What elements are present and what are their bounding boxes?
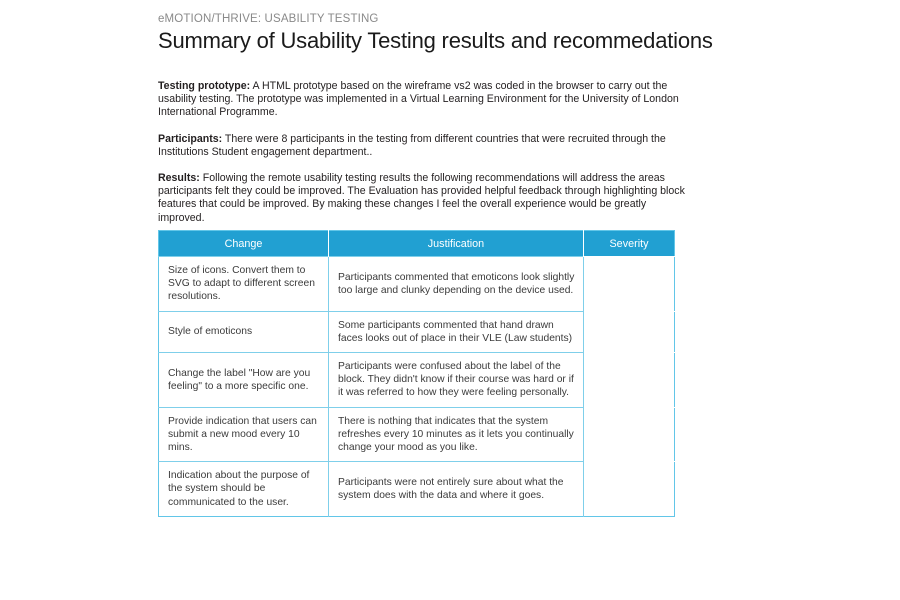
cell-change: Change the label "How are you feeling" to a more specific one.: [159, 353, 329, 408]
cell-justification: There is nothing that indicates that the system refreshes every 10 minutes as it lets you continually change your mood as you like.: [329, 407, 584, 462]
status-badge: Medium: [584, 407, 675, 462]
cell-justification: Participants were not entirely sure about what the system does with the data and where it goes.: [329, 462, 584, 517]
document-header: [158, 12, 713, 225]
page-title: Summary of Usability Testing results and recommedations: [158, 28, 713, 53]
table-row: [159, 311, 675, 352]
recommendations-table: [158, 230, 675, 517]
cell-justification: Participants commented that emoticons look slightly too large and clunky depending on the device used.: [329, 257, 584, 312]
paragraph-body-text: There were 8 participants in the testing from different countries that were recruited through the Institutions Student engagement department..: [158, 132, 666, 158]
cell-change: Style of emoticons: [159, 311, 329, 352]
status-badge: High: [584, 462, 675, 517]
cell-change: Indication about the purpose of the system should be communicated to the user.: [159, 462, 329, 517]
document-eyebrow: eMOTION/THRIVE: USABILITY TESTING: [158, 13, 379, 25]
table-header-row: [159, 231, 675, 257]
table-header: [159, 231, 675, 257]
column-header-severity: Severity: [584, 231, 675, 257]
table-row: [159, 407, 675, 462]
status-badge: Medium: [584, 257, 675, 312]
table-row: [159, 257, 675, 312]
cell-justification: Participants were confused about the label of the block. They didn't know if their course was hard or if it was referred to how they were feeling personally.: [329, 353, 584, 408]
paragraph-participants: [158, 133, 692, 159]
paragraph-results: [158, 172, 692, 225]
status-badge: High: [584, 353, 675, 408]
paragraph-lead-label: Participants:: [158, 132, 223, 145]
paragraph-lead-label: Testing prototype:: [158, 80, 251, 92]
paragraph-body-text: A HTML prototype based on the wireframe vs2 was coded in the browser to carry out the usability testing. The prototype was implemented in a Virtual Learning Environment for the University of London International Programme.: [158, 80, 679, 119]
paragraph-body-text: Following the remote usability testing results the following recommendations will address the areas participants felt they could be improved. The Evaluation has provided helpful feedback through highlighting block features that could be improved. By making these changes I feel the overall experience would be greatly improved.: [158, 172, 685, 224]
paragraph-lead-label: Results:: [158, 172, 200, 185]
intro-paragraphs: [158, 80, 692, 225]
table-body: [159, 257, 675, 517]
cell-justification: Some participants commented that hand drawn faces looks out of place in their VLE (Law students): [329, 311, 584, 352]
cell-change: Size of icons. Convert them to SVG to adapt to different screen resolutions.: [159, 257, 329, 312]
status-badge: Low: [584, 311, 675, 352]
table-row: [159, 462, 675, 517]
table-row: [159, 353, 675, 408]
column-header-change: Change: [159, 231, 329, 257]
column-header-justification: Justification: [329, 231, 584, 257]
paragraph-testing-prototype: [158, 80, 692, 120]
cell-change: Provide indication that users can submit a new mood every 10 mins.: [159, 407, 329, 462]
